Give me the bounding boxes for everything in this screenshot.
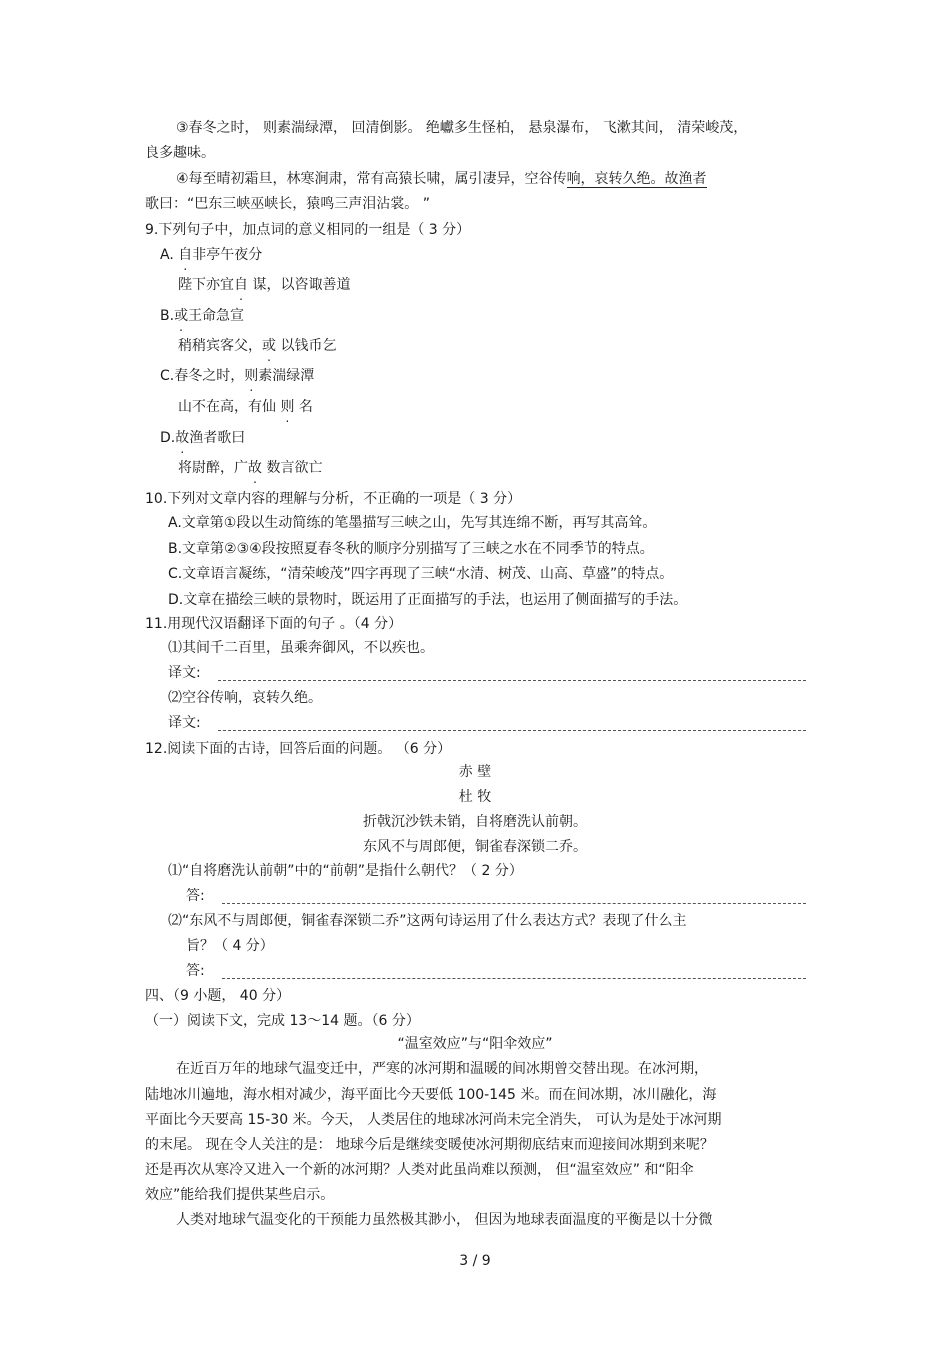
dotted-word: 故 xyxy=(248,460,262,476)
dotted-word: 自 xyxy=(234,277,248,293)
q10-option-b: B.文章第②③④段按照夏春冬秋的顺序分别描写了三峡之水在不同季节的特点。 xyxy=(168,541,654,557)
answer-line[interactable] xyxy=(222,978,806,979)
article-title: “温室效应”与“阳伞效应” xyxy=(397,1036,553,1052)
page-number: 3 / 9 xyxy=(459,1253,491,1269)
q12-stem: 12.阅读下面的古诗，回答后面的问题。 （6 分） xyxy=(145,741,452,757)
dotted-word: 则 xyxy=(244,368,259,384)
poem-title: 赤 壁 xyxy=(458,764,492,780)
q9-stem: 9.下列句子中，加点词的意义相同的一组是（ 3 分） xyxy=(145,222,471,238)
q9-option-a-line1: A. 自非亭午夜分 xyxy=(160,247,263,263)
dotted-word: 自 xyxy=(178,247,193,263)
q12-answer-label-1: 答: xyxy=(186,888,205,904)
answer-line[interactable] xyxy=(222,903,806,904)
q9-option-b-line2: 稍稍宾客父，或 以钱币乞 xyxy=(178,338,337,354)
q9-option-c-line1: C.春冬之时，则素湍绿潭 xyxy=(160,368,315,384)
q12-sub-2-line1: ⑵“东风不与周郎便，铜雀春深锁二乔”这两句诗运用了什么表达方式？表现了什么主 xyxy=(168,913,687,929)
q11-answer-label-2: 译文: xyxy=(168,715,201,731)
q10-option-c: C.文章语言凝练，“清荣峻茂”四字再现了三峡“水清、树茂、山高、草盛”的特点。 xyxy=(168,566,674,582)
article-para1-line5: 还是再次从寒冷又进入一个新的冰河期？人类对此虽尚难以预测， 但“温室效应” 和“阳伞 xyxy=(145,1162,694,1178)
underlined-text: 响，哀转久绝。故渔者 xyxy=(566,171,707,187)
q9-option-b-line1: B.或王命急宣 xyxy=(160,308,245,324)
q12-sub-1: ⑴“自将磨洗认前朝”中的“前朝”是指什么朝代？（ 2 分） xyxy=(168,863,523,879)
answer-line[interactable] xyxy=(218,680,806,681)
poem-author: 杜 牧 xyxy=(458,789,492,805)
q10-option-d: D.文章在描绘三峡的景物时，既运用了正面描写的手法，也运用了侧面描写的手法。 xyxy=(168,592,688,608)
q11-sentence-1: ⑴其间千二百里，虽乘奔御风，不以疾也。 xyxy=(168,640,434,656)
passage-p3-line2: 良多趣味。 xyxy=(145,145,215,161)
q9-option-d-line2: 将尉醉，广故 数言欲亡 xyxy=(178,460,323,476)
section-4-part-1: （一）阅读下文，完成 13～14 题。（6 分） xyxy=(145,1013,420,1029)
article-para1-line1: 在近百万年的地球气温变迁中，严寒的冰河期和温暖的间冰期曾交替出现。在冰河期， xyxy=(176,1061,708,1077)
dotted-word: 或 xyxy=(174,308,189,324)
poem-line-2: 东风不与周郎便，铜雀春深锁二乔。 xyxy=(363,839,587,855)
article-para1-line6: 效应”能给我们提供某些启示。 xyxy=(145,1187,335,1203)
q10-option-a: A.文章第①段以生动简练的笔墨描写三峡之山，先写其连绵不断，再写其高耸。 xyxy=(168,515,657,531)
q12-sub-2-line2: 旨？（ 4 分） xyxy=(186,938,274,954)
article-para1-line4: 的末尾。 现在令人关注的是： 地球今后是继续变暖使冰河期彻底结束而迎接间冰期到来呢？ xyxy=(145,1137,714,1153)
article-para1-line3: 平面比今天要高 15-30 米。今天， 人类居住的地球冰河尚未完全消失， 可认为是处于冰河期 xyxy=(145,1112,722,1128)
article-para1-line2: 陆地冰川遍地，海水相对减少，海平面比今天要低 100-145 米。而在间冰期，冰川融化，海 xyxy=(145,1087,717,1103)
answer-line[interactable] xyxy=(218,730,806,731)
article-para2-line1: 人类对地球气温变化的干预能力虽然极其渺小， 但因为地球表面温度的平衡是以十分微 xyxy=(176,1212,713,1228)
dotted-word: 则 xyxy=(280,399,295,415)
section-4-heading: 四、（9 小题， 40 分） xyxy=(145,988,291,1004)
poem-line-1: 折戟沉沙铁未销，自将磨洗认前朝。 xyxy=(363,814,587,830)
passage-p3-line1: ③春冬之时， 则素湍绿潭， 回清倒影。 绝巘多生怪柏， 悬泉瀑布， 飞漱其间， 清荣峻茂， xyxy=(176,120,748,136)
q9-option-c-line2: 山不在高，有仙 则 名 xyxy=(178,399,313,415)
passage-p4-line1: ④每至晴初霜旦，林寒涧肃，常有高猿长啸，属引凄异，空谷传响，哀转久绝。故渔者 xyxy=(176,171,707,187)
q11-stem: 11.用现代汉语翻译下面的句子 。（4 分） xyxy=(145,616,403,632)
passage-p4-line2: 歌曰：“巴东三峡巫峡长，猿鸣三声泪沾裳。 ” xyxy=(145,196,430,212)
q10-stem: 10.下列对文章内容的理解与分析，不正确的一项是（ 3 分） xyxy=(145,491,522,507)
q11-sentence-2: ⑵空谷传响，哀转久绝。 xyxy=(168,690,322,706)
q9-option-a-line2: 陛下亦宜自 谋，以咨诹善道 xyxy=(178,277,351,293)
q9-option-d-line1: D.故渔者歌曰 xyxy=(160,430,246,446)
dotted-word: 故 xyxy=(175,430,190,446)
q12-answer-label-2: 答: xyxy=(186,963,205,979)
q11-answer-label-1: 译文: xyxy=(168,665,201,681)
dotted-word: 或 xyxy=(262,338,276,354)
